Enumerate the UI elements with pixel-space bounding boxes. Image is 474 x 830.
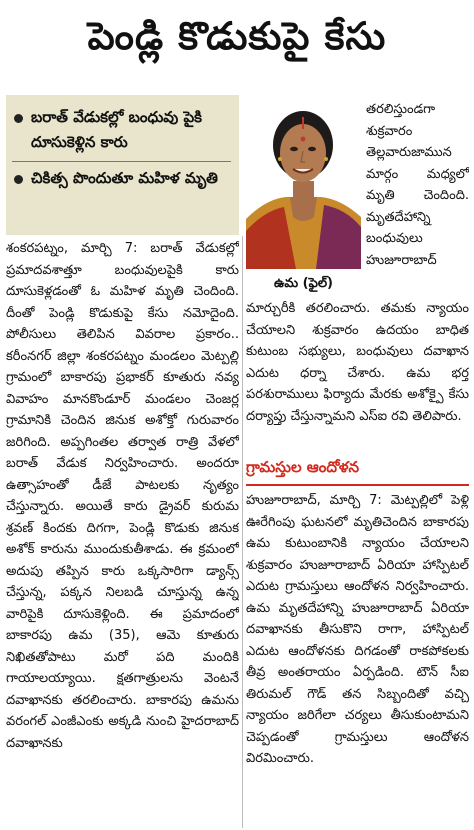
highlight-text: బరాత్ వేడుకల్లో బంధువు పైకి దూసుకెళ్లిన కారు: [31, 108, 202, 151]
left-column: [6, 238, 239, 828]
article-paragraph: తరలిస్తుండగా శుక్రవారం తెల్లవారుజామున మార్గం మధ్యలో మృతి చెందింది. మృతదేహాన్ని బంధువులు హుజూరాబాద్: [366, 102, 469, 268]
subheading-rule: [246, 484, 469, 486]
right-column-mid: [246, 298, 469, 427]
highlight-item: [12, 101, 231, 162]
highlights-box: [6, 95, 239, 235]
column-divider: [242, 236, 243, 828]
right-column-top: [366, 99, 469, 271]
photo-caption: ఉమ (ఫైల్): [274, 276, 333, 291]
headline: పెండ్లి కొడుకుపై కేసు: [87, 14, 387, 58]
bullet-icon: [14, 114, 23, 123]
article-paragraph: మార్చురీకి తరలించారు. తమకు న్యాయం చేయాలని శుక్రవారం ఉదయం బాధిత కుటుంబ సభ్యులు, బంధువులు దవాఖాన ఎదుట ధర్నా చేశారు. ఉమ భర్త పరశురాములు ఫిర్యాదు మేరకు అశోక్పై కేసు దర్యాప్తు చేస్తున్నామని ఎస్ఐ రవి తెలిపారు.: [246, 301, 469, 424]
subheading: గ్రామస్తుల ఆందోళన: [246, 458, 360, 476]
highlight-item: [12, 162, 231, 197]
article-paragraph: శంకరపట్నం, మార్చి 7: బరాత్ వేడుకల్లో ప్రమాదవశాత్తూ బంధువులపైకి కారు దూసుకెళ్లడంతో ఓ మహిళ మృతి చెందింది. దీంతో పెండ్లి కొడుకుపై కేసు నమోదైంది. పోలీసులు తెలిపిన వివరాల ప్రకారం.. కరీంనగర్ జిల్లా శంకరపట్నం మండలం మెట్పల్లి గ్రామంలో బాకారపు ప్రభాకర్ కూతురు నవ్య వివాహం మానకొండూర్ మండలం చెంజర్ల గ్రామానికి చెందిన జినుక అశోక్తో గురువారం జరిగింది. అప్పగింతల తర్వాత రాత్రి వేళలో బరాత్ వేడుక నిర్వహించారు. అందరూ ఉత్సాహంతో డీజే పాటలకు నృత్యం చేస్తున్నారు. అయితే కారు డ్రైవర్ కురుమ శ్రవణ్ కిందకు దిగగా, పెండ్లి కొడుకు జినుక అశోక్ కారును ముందుకుతీశాడు. ఈ క్రమంలో అదుపు తప్పిన కారు ఒక్కసారిగా డ్యాన్స్ చేస్తున్న, పక్కన నిలబడి చూస్తున్న ఉన్న వారిపైకి దూసుకెళ్లింది. ఈ ప్రమాదంలో బాకారపు ఉమ (35), ఆమె కూతురు నిఖితతోపాటు మరో పది మందికి గాయాలయ్యాయి. క్షతగాత్రులను వెంటనే దవాఖానకు తరలించారు. బాకారపు ఉమను వరంగల్ ఎంజీఎంకు అక్కడి నుంచి హైదరాబాద్ దవాఖానకు: [6, 241, 239, 751]
article-paragraph: హుజూరాబాద్, మార్చి 7: మెట్పల్లిలో పెళ్లి ఊరేగింపు ఘటనలో మృతిచెందిన బాకారపు ఉమ కుటుంబానికి న్యాయం చేయాలని శుక్రవారం హుజూరాబాద్ ఏరియా హాస్పిటల్ ఎదుట గ్రామస్తులు ఆందోళన నిర్వహించారు. ఉమ మృతదేహాన్ని హుజూరాబాద్ ఏరియా దవాఖానకు తీసుకొని రాగా, హాస్పిటల్ ఎదుట ఆందోళనకు దిగడంతో రాకపోకలకు తీవ్ర అంతరాయం ఏర్పడింది. టౌన్ సీఐ తిరుమల్ గౌడ్ తన సిబ్బందితో వచ్చి న్యాయం జరిగేలా చర్యలు తీసుకుంటామని చెప్పడంతో గ్రామస్తులు ఆందోళన విరమించారు.: [246, 493, 469, 766]
woman-portrait-icon: [246, 99, 361, 269]
right-column-bottom: [246, 490, 469, 828]
highlight-text: చికిత్స పొందుతూ మహిళ మృతి: [31, 169, 218, 187]
bullet-icon: [14, 175, 23, 184]
portrait-photo: [246, 99, 361, 269]
